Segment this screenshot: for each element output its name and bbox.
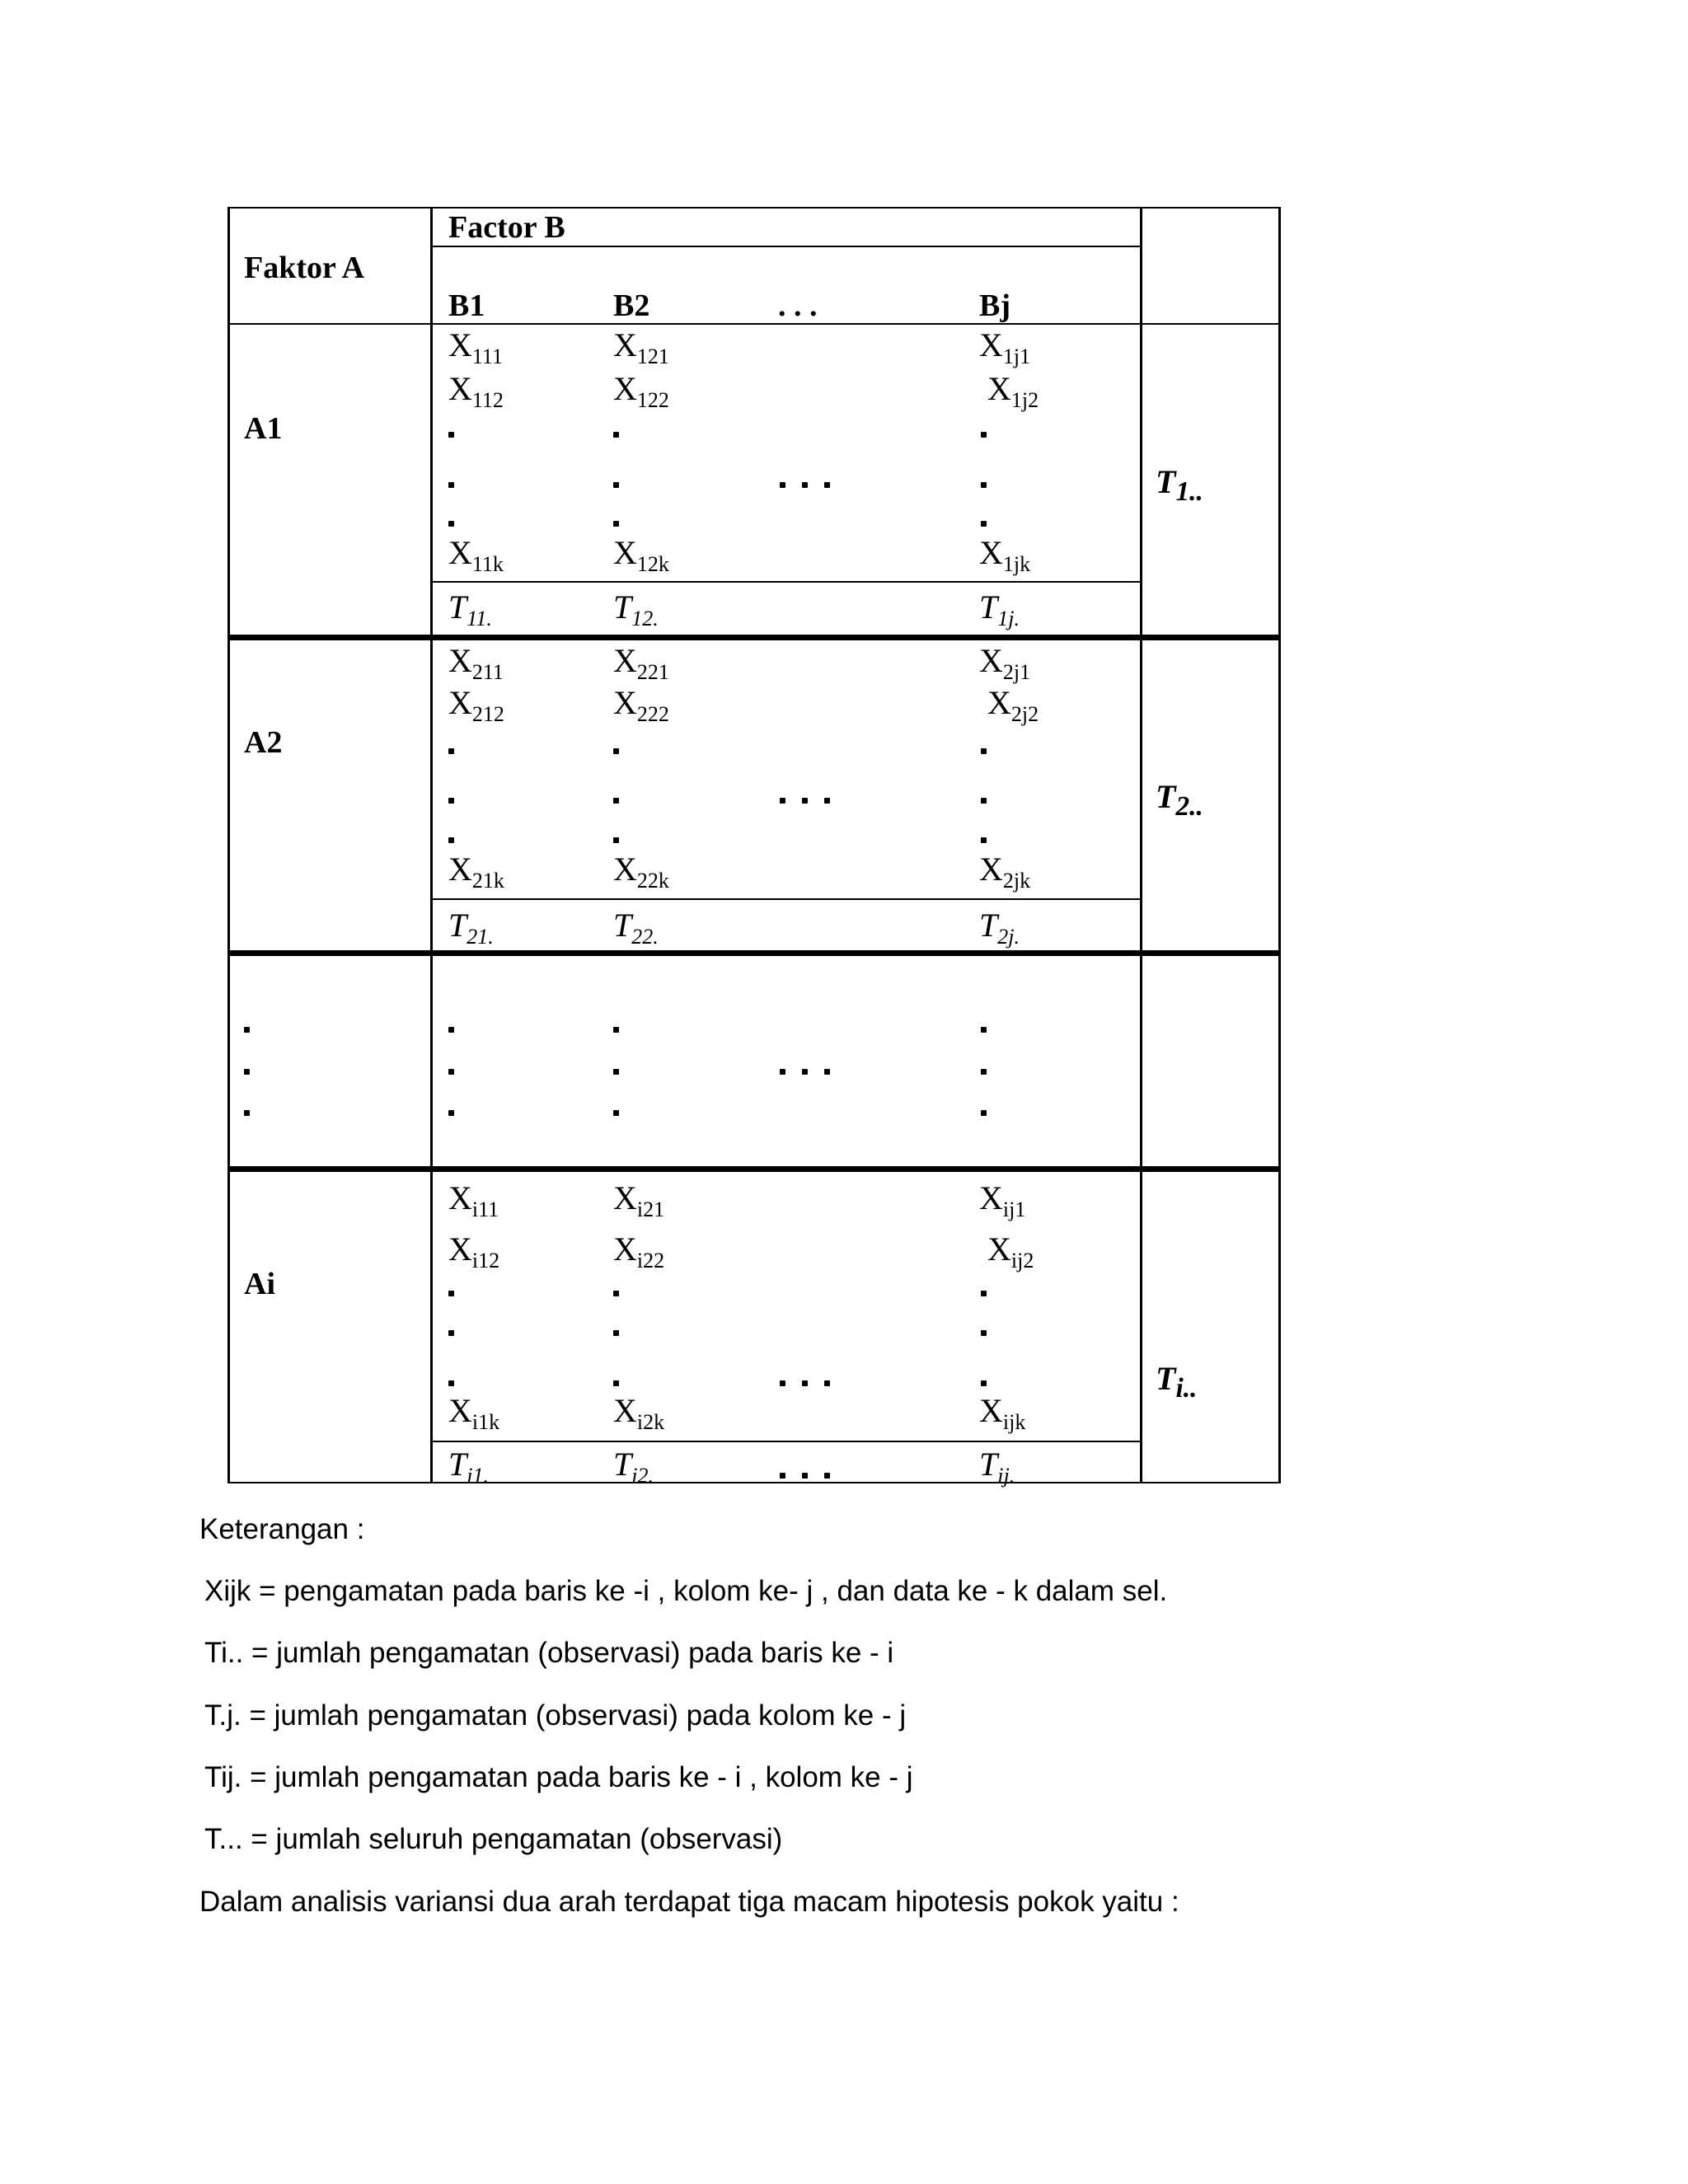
total-tij: $T_{ij.}$ xyxy=(979,1446,1015,1488)
hdot xyxy=(802,1380,808,1386)
row-total-column-line xyxy=(1140,207,1142,1483)
cell-xij2: $X_{ij2}$ xyxy=(987,1230,1034,1272)
factor-a-header: Faktor A xyxy=(244,251,365,285)
vdot xyxy=(448,837,454,843)
note-xijk: Xijk = pengamatan pada baris ke -i , kolom ke- j , dan data ke - k dalam sel. xyxy=(204,1575,1168,1607)
cell-x111: $X_{111}$ xyxy=(448,326,503,368)
vdot xyxy=(448,1330,454,1336)
vdot xyxy=(613,1291,619,1296)
cell-x112: $X_{112}$ xyxy=(448,370,504,412)
row-label-a2: A2 xyxy=(244,725,283,760)
cell-x222: $X_{222}$ xyxy=(613,684,669,726)
a1-bottom-line xyxy=(227,635,1281,640)
vdot xyxy=(613,1069,619,1075)
vdot xyxy=(613,837,619,843)
cell-x211: $X_{211}$ xyxy=(448,642,504,684)
cell-x2j1: $X_{2j1}$ xyxy=(979,642,1031,684)
vdot xyxy=(448,1380,454,1386)
hdot xyxy=(780,482,785,488)
hdot xyxy=(802,1473,808,1479)
row-label-ai: Ai xyxy=(244,1267,275,1301)
column-header-b1: B1 xyxy=(448,288,485,323)
vdot xyxy=(448,748,454,754)
header-bottom-line xyxy=(227,323,1281,325)
total-t22: $T_{22.}$ xyxy=(613,907,659,949)
hdot xyxy=(780,1069,785,1075)
vdot xyxy=(981,521,987,527)
vdot xyxy=(448,1110,454,1116)
row-total-t1: $T_{1..}$ xyxy=(1156,463,1203,507)
vdot xyxy=(613,1110,619,1116)
cell-x121: $X_{121}$ xyxy=(613,326,669,368)
table-border-left xyxy=(227,207,230,1483)
note-tij: Tij. = jumlah pengamatan pada baris ke - i , kolom ke - j xyxy=(204,1761,913,1793)
vdot xyxy=(448,1027,454,1033)
cell-x12k: $X_{12k}$ xyxy=(613,534,669,576)
cell-x212: $X_{212}$ xyxy=(448,684,504,726)
hdot xyxy=(824,1380,830,1386)
vdot xyxy=(448,798,454,804)
hdot xyxy=(802,482,808,488)
vdot xyxy=(448,1069,454,1075)
cell-x11k: $X_{11k}$ xyxy=(448,534,504,576)
total-ti2: $T_{i2.}$ xyxy=(613,1446,654,1488)
vdot xyxy=(981,748,987,754)
hdot xyxy=(824,1473,830,1479)
vdot xyxy=(613,1380,619,1386)
vdot xyxy=(981,798,987,804)
factor-b-divider xyxy=(432,246,1141,247)
factor-b-header: Factor B xyxy=(448,210,565,245)
cell-xi21: $X_{i21}$ xyxy=(613,1179,665,1221)
total-t11: $T_{11.}$ xyxy=(448,588,492,630)
a2-total-line xyxy=(432,898,1141,900)
total-t2j: $T_{2j.}$ xyxy=(979,907,1020,949)
vdot xyxy=(613,482,619,488)
note-tj: T.j. = jumlah pengamatan (observasi) pada kolom ke - j xyxy=(204,1699,907,1732)
closing-paragraph: Dalam analisis variansi dua arah terdapat tiga macam hipotesis pokok yaitu : xyxy=(199,1886,1179,1918)
total-t21: $T_{21.}$ xyxy=(448,907,494,949)
cell-xij1: $X_{ij1}$ xyxy=(979,1179,1026,1221)
vdot xyxy=(244,1110,250,1116)
vdot xyxy=(448,521,454,527)
cell-xi22: $X_{i22}$ xyxy=(613,1230,665,1272)
total-t12: $T_{12.}$ xyxy=(613,588,659,630)
vdot xyxy=(613,798,619,804)
row-label-a1: A1 xyxy=(244,411,283,446)
cell-x22k: $X_{22k}$ xyxy=(613,851,669,893)
cell-xi2k: $X_{i2k}$ xyxy=(613,1392,665,1434)
hdot xyxy=(780,1473,785,1479)
table-border-top xyxy=(227,207,1281,209)
cell-x1j2: $X_{1j2}$ xyxy=(987,370,1039,412)
vdot xyxy=(448,482,454,488)
vdot xyxy=(244,1069,250,1075)
hdot xyxy=(780,1380,785,1386)
a1-total-line xyxy=(432,581,1141,583)
vdot xyxy=(448,432,454,438)
cell-xi11: $X_{i11}$ xyxy=(448,1179,499,1221)
row-total-t2: $T_{2..}$ xyxy=(1156,778,1203,822)
two-way-anova-data-table xyxy=(227,207,1281,1488)
column-header-bj: Bj xyxy=(979,288,1010,323)
vdot xyxy=(448,1291,454,1296)
hdot xyxy=(824,798,830,804)
cell-xi12: $X_{i12}$ xyxy=(448,1230,500,1272)
vdot xyxy=(981,1291,987,1296)
hdot xyxy=(802,798,808,804)
table-border-right xyxy=(1278,207,1281,1483)
cell-xijk: $X_{ijk}$ xyxy=(979,1392,1026,1434)
table-border-bottom xyxy=(227,1482,1281,1483)
total-ti1: $T_{i1.}$ xyxy=(448,1446,489,1488)
cell-x221: $X_{221}$ xyxy=(613,642,669,684)
vdot xyxy=(613,1330,619,1336)
cell-x2j2: $X_{2j2}$ xyxy=(987,684,1039,726)
vdot xyxy=(613,521,619,527)
cell-x1jk: $X_{1jk}$ xyxy=(979,534,1031,576)
row-total-ti: $T_{i..}$ xyxy=(1156,1360,1198,1404)
total-t1j: $T_{1j.}$ xyxy=(979,588,1020,630)
vdot xyxy=(613,432,619,438)
dots-row-bottom-line xyxy=(227,1166,1281,1172)
vdot xyxy=(981,1330,987,1336)
column-header-ellipsis: . . . xyxy=(778,288,818,323)
vdot xyxy=(981,482,987,488)
a2-bottom-line xyxy=(227,950,1281,956)
vdot xyxy=(613,748,619,754)
vdot xyxy=(981,1380,987,1386)
cell-x2jk: $X_{2jk}$ xyxy=(979,851,1031,893)
vdot xyxy=(981,432,987,438)
cell-x1j1: $X_{1j1}$ xyxy=(979,326,1031,368)
vdot xyxy=(613,1027,619,1033)
vdot xyxy=(244,1027,250,1033)
note-ti: Ti.. = jumlah pengamatan (observasi) pada baris ke - i xyxy=(204,1637,894,1669)
column-header-b2: B2 xyxy=(613,288,650,323)
notes-heading: Keterangan : xyxy=(199,1513,365,1545)
vdot xyxy=(981,837,987,843)
ai-total-line xyxy=(432,1441,1141,1442)
vdot xyxy=(981,1069,987,1075)
vdot xyxy=(981,1027,987,1033)
cell-x21k: $X_{21k}$ xyxy=(448,851,504,893)
hdot xyxy=(802,1069,808,1075)
cell-xi1k: $X_{i1k}$ xyxy=(448,1392,500,1434)
factor-a-column-line xyxy=(430,207,433,1483)
vdot xyxy=(981,1110,987,1116)
hdot xyxy=(824,482,830,488)
note-t-grand: T... = jumlah seluruh pengamatan (observasi) xyxy=(204,1823,783,1855)
cell-x122: $X_{122}$ xyxy=(613,370,669,412)
hdot xyxy=(824,1069,830,1075)
hdot xyxy=(780,798,785,804)
